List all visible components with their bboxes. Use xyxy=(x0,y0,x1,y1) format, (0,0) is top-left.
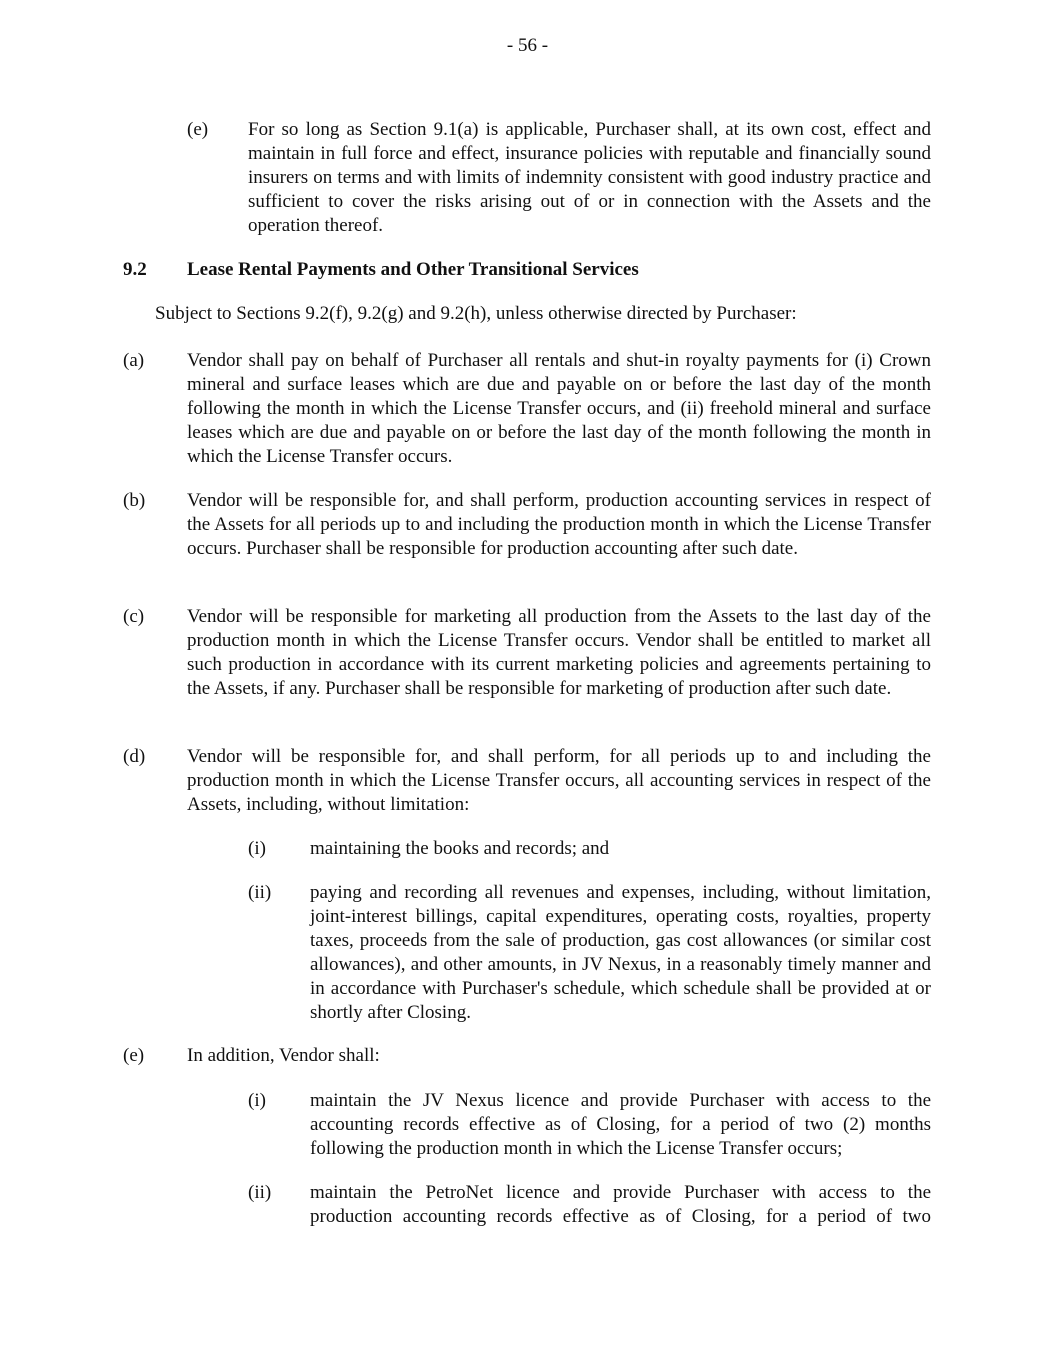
item-label-e: (e) xyxy=(123,1045,145,1066)
section-title: Lease Rental Payments and Other Transitional Services xyxy=(187,259,639,280)
item-label-d: (d) xyxy=(123,746,146,767)
item-label-b: (b) xyxy=(123,490,146,511)
subitem-label-e-i: (i) xyxy=(248,1090,266,1111)
item-label-c: (c) xyxy=(123,606,145,627)
item-text-c: Vendor will be responsible for marketing all production from the Assets to the last day of the production month in which the License Transfer occurs. Vendor shall be entitled to market all such production in accordance with its current marketing policies and agreements pertaining to the Assets, if any. Purchaser shall be responsible for marketing of production after such date. xyxy=(187,606,931,699)
item-text-b: Vendor will be responsible for, and shall perform, production accounting services in respect of the Assets for all periods up to and including the production month in which the License Transfer occurs. Purchaser shall be responsible for production accounting after such date. xyxy=(187,490,931,559)
subitem-text-d-ii: paying and recording all revenues and expenses, including, without limitation, joint-interest billings, capital expenditures, operating costs, royalties, property taxes, proceeds from the sale of production, gas cost allowances (or similar cost allowances), and other amounts, in JV Nexus, in a reasonably timely manner and in accordance with Purchaser's schedule, which schedule shall be provided at or shortly after Closing. xyxy=(310,882,931,1023)
item-text-d: Vendor will be responsible for, and shall perform, for all periods up to and including the production month in which the License Transfer occurs, all accounting services in respect of the Assets, including, without limitation: xyxy=(187,746,931,815)
item-label: (e) xyxy=(187,119,209,140)
page-number: - 56 - xyxy=(506,35,549,56)
subitem-label-e-ii: (ii) xyxy=(248,1182,272,1203)
item-text: For so long as Section 9.1(a) is applicable, Purchaser shall, at its own cost, effect and maintain in full force and effect, insurance policies with reputable and financially sound insurers on terms and with limits of indemnity consistent with good industry practice and sufficient to cover the risks arising out of or in connection with the Assets and the operation thereof. xyxy=(248,119,931,236)
subitem-label-d-ii: (ii) xyxy=(248,882,272,903)
item-label-a: (a) xyxy=(123,350,145,371)
item-text-a: Vendor shall pay on behalf of Purchaser all rentals and shut-in royalty payments for (i) Crown mineral and surface leases which are due and payable on or before the last day of the month following the month in which the License Transfer occurs, and (ii) freehold mineral and surface leases which are due and payable on or before the last day of the month following the month in which the License Transfer occurs. xyxy=(187,350,931,467)
section-number: 9.2 xyxy=(123,259,147,280)
item-text-e: In addition, Vendor shall: xyxy=(187,1045,380,1066)
subitem-text-d-i: maintaining the books and records; and xyxy=(310,838,610,859)
subitem-text-e-i: maintain the JV Nexus licence and provide Purchaser with access to the accounting records effective as of Closing, for a period of two (2) months following the production month in which the License Transfer occurs; xyxy=(310,1090,931,1159)
section-lead: Subject to Sections 9.2(f), 9.2(g) and 9.2(h), unless otherwise directed by Purchaser: xyxy=(155,303,797,324)
subitem-label-d-i: (i) xyxy=(248,838,266,859)
subitem-text-e-ii: maintain the PetroNet licence and provide Purchaser with access to the production accounting records effective as of Closing, for a period of two xyxy=(310,1182,931,1227)
